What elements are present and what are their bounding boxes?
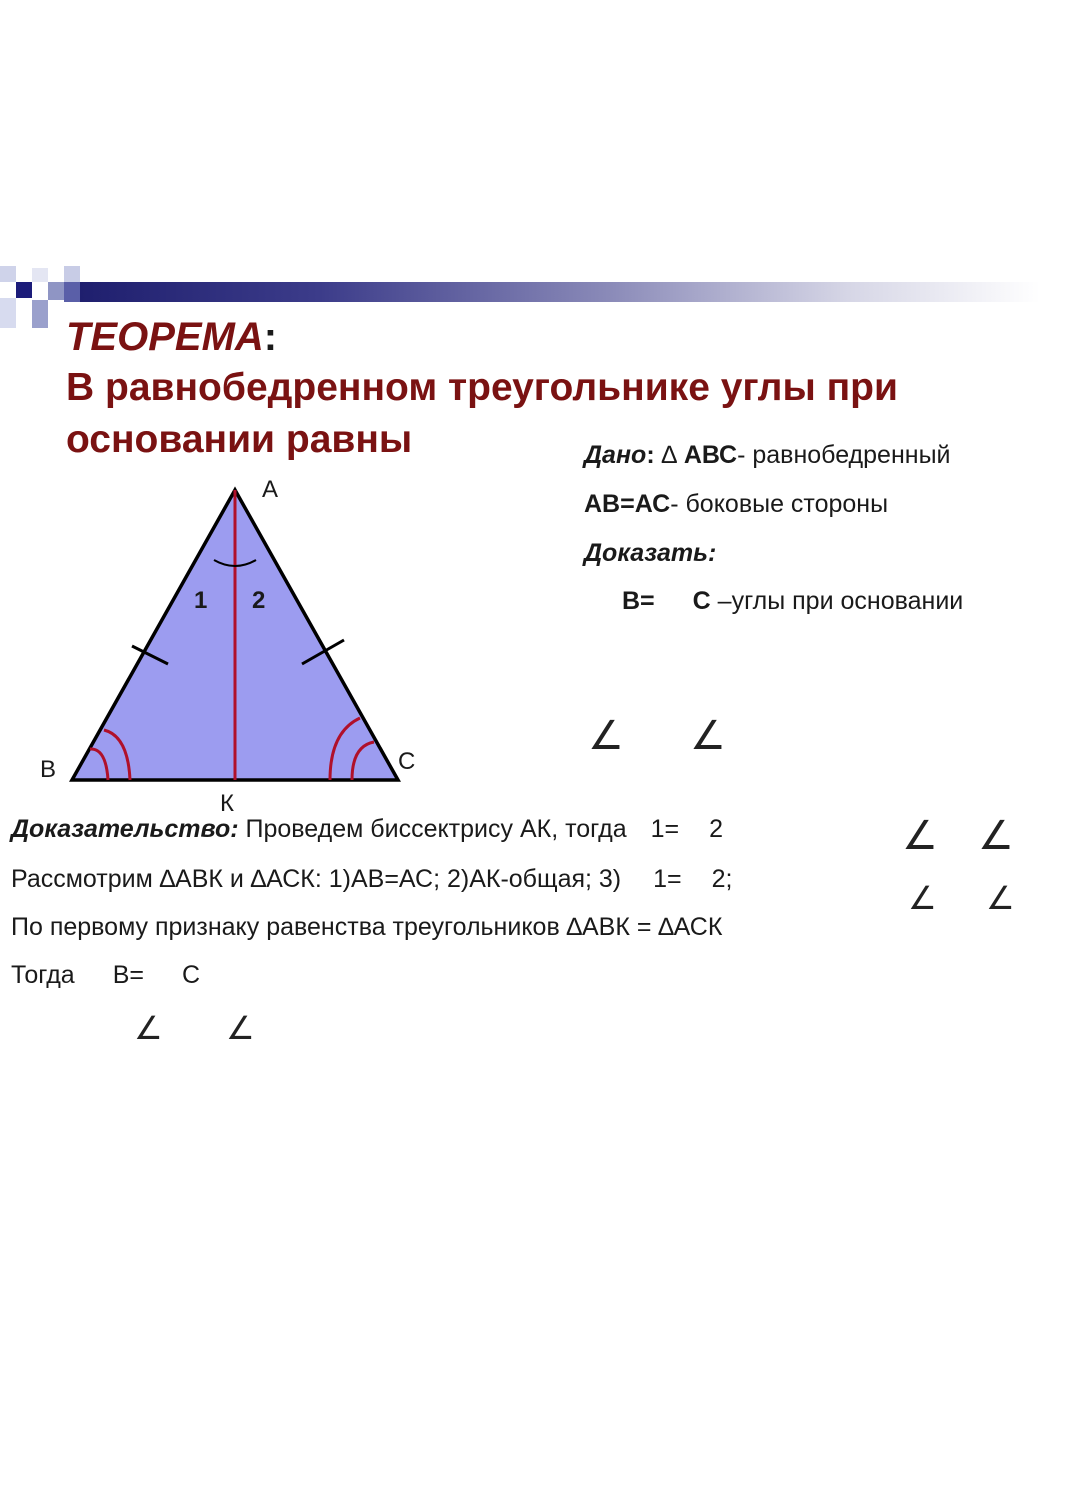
theorem-word: ТЕОРЕМА [66,315,264,359]
angle-icon: ∠ [908,880,937,916]
angle-icon: ∠ [226,1010,255,1046]
proof-line-2-left: 1= [653,865,682,893]
vertex-label-b: В [40,756,57,783]
proof-line-2 [11,864,733,894]
header-gradient-bar [80,282,1040,302]
triangle-symbol: ∆ [661,441,677,469]
header-square [64,266,80,282]
header-square [16,282,32,298]
angle-icon: ∠ [690,714,726,758]
angle-icon: ∠ [134,1010,163,1046]
proof-label: Доказательство: [11,815,239,843]
proof-line-1-text: Проведем биссектрису АК, тогда [238,815,627,843]
given-label: Дано [584,441,647,469]
proof-line-4 [11,960,200,990]
triangle-name: АВС [683,441,738,469]
proof-line-4-right: С [182,961,201,989]
prove-label: Доказать: [584,539,717,567]
proof-line-4-word: Тогда [11,961,75,989]
proof-line-2-text: Рассмотрим ∆АВК и ∆АСК: 1)АВ=АС; 2)АК-общая; 3) [11,865,622,893]
proof-line-1-right: 2 [709,815,724,843]
given-line [584,440,951,470]
proof-line-3: По первому признаку равенства треугольников ∆АВК = ∆АСК [11,913,723,941]
proof-line-4-left: В= [112,961,144,989]
angle-icon: ∠ [978,814,1014,858]
header-square [48,282,64,300]
given-colon: : [646,441,655,469]
title-colon: : [263,315,278,359]
prove-desc: –углы при основании [710,587,964,615]
sides-desc: - боковые стороны [670,490,889,518]
header-square [32,268,48,282]
angle-label-2: 2 [252,587,266,614]
sides-line [584,489,888,519]
prove-left: В= [622,587,655,615]
triangle-figure [0,460,460,820]
header-square [0,266,16,282]
vertex-label-c: С [398,748,416,775]
angle-icon: ∠ [588,714,624,758]
prove-right: С [692,587,711,615]
theorem-statement: В равнобедренном треугольнике углы при основании равны [66,366,898,461]
vertex-label-a: А [262,476,279,503]
header-square [0,298,16,328]
proof-line-2-right: 2; [711,865,733,893]
header-square [32,300,48,328]
point-label-k: К [220,790,234,817]
sides-equality: АВ=АС [584,490,671,518]
angle-icon: ∠ [986,880,1015,916]
prove-line [622,586,963,616]
slide-title [66,312,277,362]
angle-icon: ∠ [902,814,938,858]
header-square [64,282,80,302]
triangle-desc: - равнобедренный [737,441,951,469]
angle-label-1: 1 [194,587,208,614]
proof-line-1 [11,814,723,844]
proof-line-1-left: 1= [650,815,680,843]
